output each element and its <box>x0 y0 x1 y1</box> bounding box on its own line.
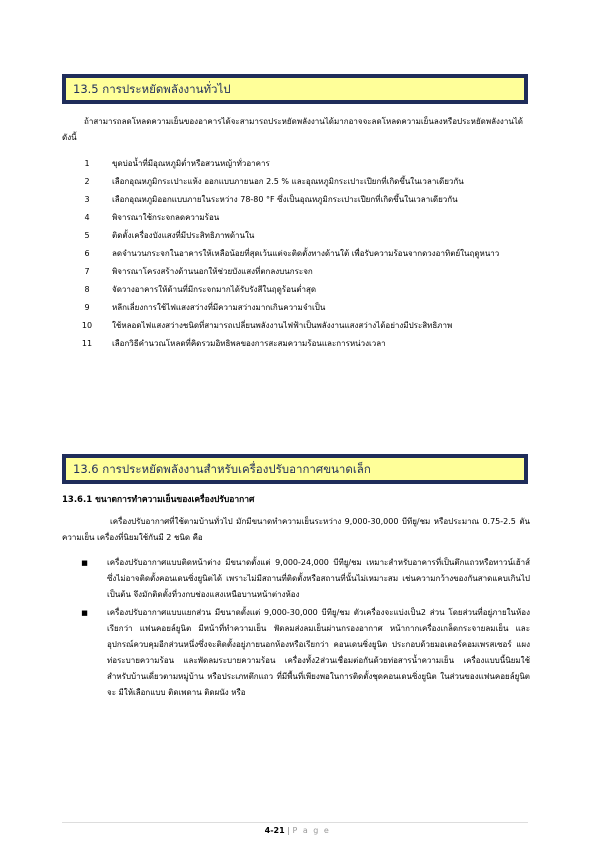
section-13-6-intro <box>62 514 530 546</box>
list-number: 11 <box>81 339 93 348</box>
list-item <box>62 246 530 262</box>
list-item <box>62 228 530 244</box>
section-13-5-list <box>62 156 530 354</box>
list-item <box>62 174 530 190</box>
list-text: ขุดบ่อน้ำที่มีอุณหภูมิต่ำหรือสวนหญ้าทั่วอาคาร <box>112 159 270 168</box>
list-number: 10 <box>81 321 93 330</box>
list-number: 7 <box>84 267 90 276</box>
list-text: พิจารณาโครงสร้างด้านนอกให้ช่วยบังแสงที่ตกลงบนกระจก <box>112 267 313 276</box>
section-13-6-intro-text: เครื่องปรับอากาศที่ใช้ตามบ้านทั่วไป มักมีขนาดทำความเย็นระหว่าง 9,000-30,000 บีทียู/ชม หรือประมาณ 0.75-2.5 ตันความเย็น เครื่องที่นิยมใช้กันมี 2 ชนิด คือ <box>62 517 530 542</box>
list-text: ติดตั้งเครื่องบังแสงที่มีประสิทธิภาพด้านใน <box>112 231 255 240</box>
list-number: 4 <box>84 213 90 222</box>
list-item <box>62 192 530 208</box>
section-13-6-header <box>62 454 528 484</box>
list-number: 2 <box>84 177 90 186</box>
list-text: ใช้หลอดไฟแสงสว่างชนิดที่สามารถเปลี่ยนพลังงานไฟฟ้าเป็นพลังงานแสงสว่างได้อย่างมีประสิทธิภาพ <box>112 321 453 330</box>
bullet-item <box>62 555 530 603</box>
list-item <box>62 300 530 316</box>
list-text: เลือกวิธีคำนวณโหลดที่คิดรวมอิทธิพลของการสะสมความร้อนและการหน่วงเวลา <box>112 339 386 348</box>
section-13-5-intro-text: ถ้าสามารถลดโหลดความเย็นของอาคารได้จะสามารถประหยัดพลังงานได้มากอาจจะลดโหลดความเย็นลงหรือประหยัดพลังงานได้ดังนี้ <box>62 117 524 142</box>
bullet-item <box>62 605 530 701</box>
list-text: พิจารณาใช้กระจกลดความร้อน <box>112 213 220 222</box>
list-item <box>62 318 530 334</box>
list-number: 1 <box>84 159 90 168</box>
section-13-5-intro <box>62 114 530 146</box>
list-text: ลดจำนวนกระจกในอาคารให้เหลือน้อยที่สุดเว้นแต่จะติดตั้งทางด้านใต้ เพื่อรับความร้อนจากดวงอาทิตย์ในฤดูหนาว <box>112 249 500 258</box>
list-item <box>62 336 530 352</box>
page-label: P a g e <box>292 826 331 835</box>
list-item <box>62 210 530 226</box>
list-number: 3 <box>84 195 90 204</box>
subsection-heading: 13.6.1 ขนาดการทำความเย็นของเครื่องปรับอากาศ <box>62 495 255 505</box>
list-item <box>62 156 530 172</box>
list-number: 8 <box>84 285 90 294</box>
section-13-6-bullets <box>62 555 530 703</box>
list-text: หลีกเลี่ยงการใช้ไฟแสงสว่างที่มีความสว่างมากเกินความจำเป็น <box>112 303 326 312</box>
page-footer <box>0 826 595 835</box>
bullet-text: เครื่องปรับอากาศแบบติดหน้าต่าง มีขนาดตั้งแต่ 9,000-24,000 บีทียู/ชม เหมาะสำหรับอาคารที่เป็นตึกแถวหรือทาวน์เฮ้าส์ ซึ่งไม่อาจติดตั้งคอนเดนซิ่งยูนิตได้ เพราะไม่มีสถานที่ติดตั้งหรือสถานที่นั้นไม่เหมาะสม เช่นความกว้างของกันสาดแคบเกินไป เป็นต้น จึงมักติดตั้งที่วงกบช่องแสงเหนือบานหน้าต่างห้อง <box>107 558 530 599</box>
section-13-6-title: 13.6 การประหยัดพลังงานสำหรับเครื่องปรับอากาศขนาดเล็ก <box>73 462 371 476</box>
list-text: เลือกอุณหภูมิออกแบบภายในระหว่าง 78-80 °F ซึ่งเป็นอุณหภูมิกระเปาะเปียกที่เกิดขึ้นในเวลาเดียวกัน <box>112 195 458 204</box>
list-number: 6 <box>84 249 90 258</box>
section-13-5-header <box>62 74 528 104</box>
footer-separator: | <box>287 826 290 835</box>
list-item <box>62 282 530 298</box>
list-text: จัดวางอาคารให้ด้านที่มีกระจกมากได้รับรังสีในฤดูร้อนต่ำสุด <box>112 285 317 294</box>
list-number: 9 <box>84 303 90 312</box>
list-text: เลือกอุณหภูมิกระเปาะแห้ง ออกแบบภายนอก 2.5 % และอุณหภูมิกระเปาะเปียกที่เกิดขึ้นในเวลาเดียวกัน <box>112 177 464 186</box>
page-number: 4-21 <box>264 826 285 835</box>
section-13-5-title: 13.5 การประหยัดพลังงานทั่วไป <box>73 82 231 96</box>
list-number: 5 <box>84 231 90 240</box>
square-bullet-icon: ■ <box>81 609 88 617</box>
footer-divider <box>62 822 528 823</box>
square-bullet-icon: ■ <box>81 559 88 567</box>
bullet-text: เครื่องปรับอากาศแบบแยกส่วน มีขนาดตั้งแต่ 9,000-30,000 บีทียู/ชม ตัวเครื่องจะแบ่งเป็น2 ส่วน โดยส่วนที่อยู่ภายในห้องเรียกว่า แฟนคอยล์ยูนิต มีหน้าที่ทำความเย็น ฟัดลมส่งลมเย็นผ่านกรองอากาศ หน้ากากเครื่องเกล็ดกระจายลมเย็น และอุปกรณ์ควบคุมอีกส่วนหนึ่งซึ่งจะติดตั้งอยู่ภายนอกห้องหรือเรียกว่า คอนเดนซิ่งยูนิต ประกอบด้วยมอเตอร์คอมเพรสเซอร์ แผงท่อระบายความร้อน และพัดลมระบายความร้อน เครื่องทั้ง2ส่วนเชื่อมต่อกันด้วยท่อสารน้ำความเย็น เครื่องแบบนี้นิยมใช้สำหรับบ้านเดี่ยวตามหมู่บ้าน หรือประเภทตึกแถว ที่มีพื้นที่เพียงพอในการติดตั้งชุดคอนเดนซิ่งยูนิต ในส่วนของแฟนคอยล์ยูนิตจะ มีให้เลือกแบบ ติดเพดาน ติดผนัง หรือ <box>107 608 530 697</box>
list-item <box>62 264 530 280</box>
